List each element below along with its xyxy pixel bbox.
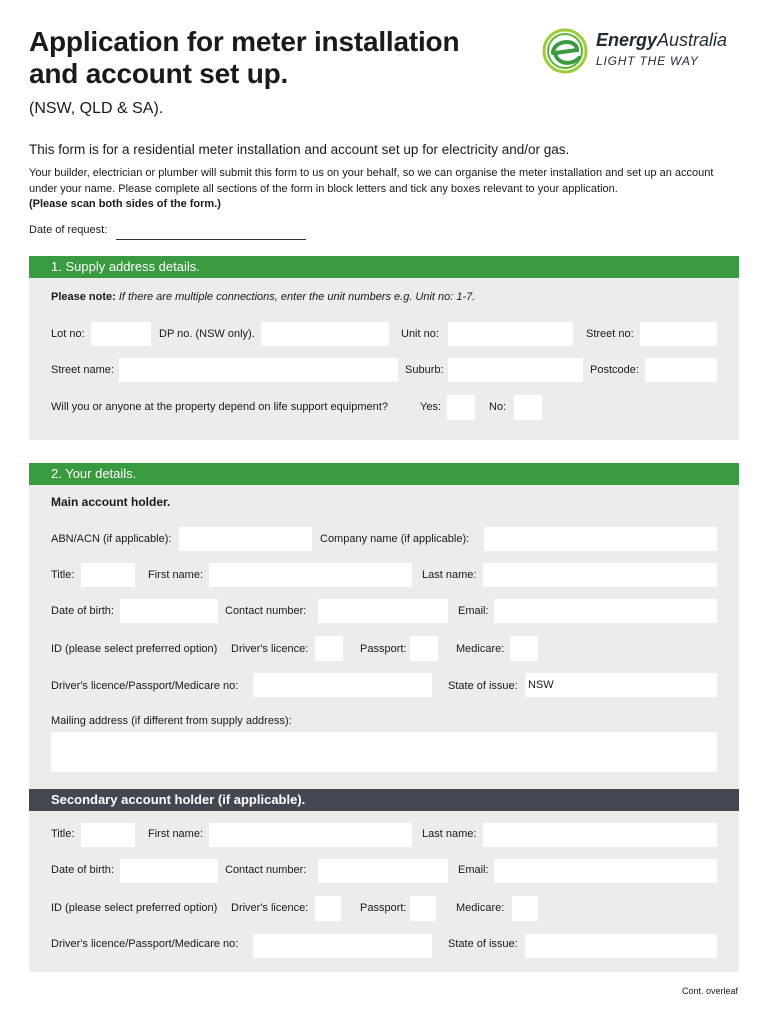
- secondary-passport-label: Passport:: [360, 902, 407, 914]
- continued-overleaf-note: Cont. overleaf: [681, 986, 738, 996]
- page-title: [29, 26, 459, 90]
- abn-field[interactable]: [179, 527, 312, 551]
- logo-e-icon: [541, 26, 591, 76]
- mailing-address-label: Mailing address (if different from supply address):: [51, 715, 292, 727]
- secondary-dob-label: Date of birth:: [51, 864, 114, 876]
- state-of-issue-field[interactable]: NSW: [525, 673, 717, 697]
- intro-lead: This form is for a residential meter installation and account set up for electricity and/or gas.: [29, 142, 570, 157]
- lot-no-field[interactable]: [91, 322, 151, 346]
- life-support-label: Will you or anyone at the property depend on life support equipment?: [51, 401, 388, 413]
- section2-heading: 2. Your details.: [29, 463, 739, 485]
- date-of-request-label: Date of request:: [29, 224, 108, 236]
- suburb-field[interactable]: [448, 358, 583, 382]
- life-support-yes-checkbox[interactable]: [447, 395, 475, 420]
- life-support-no-checkbox[interactable]: [514, 395, 542, 420]
- secondary-id-option-label: ID (please select preferred option): [51, 902, 218, 914]
- main-account-holder-heading: Main account holder.: [51, 495, 171, 509]
- supply-note: Please note: If there are multiple connections, enter the unit numbers e.g. Unit no: 1-7.: [51, 291, 476, 303]
- section1-heading: 1. Supply address details.: [29, 256, 739, 278]
- logo-tagline: LIGHT THE WAY: [596, 54, 699, 68]
- secondary-last-name-field[interactable]: [483, 823, 717, 847]
- company-name-field[interactable]: [484, 527, 717, 551]
- title-field[interactable]: [81, 563, 135, 587]
- street-no-label: Street no:: [586, 328, 634, 340]
- date-of-request-field[interactable]: [116, 239, 306, 240]
- secondary-title-field[interactable]: [81, 823, 135, 847]
- secondary-medicare-label: Medicare:: [456, 902, 505, 914]
- lot-no-label: Lot no:: [51, 328, 85, 340]
- title-label: Title:: [51, 569, 75, 581]
- life-support-yes-label: Yes:: [420, 401, 442, 413]
- secondary-drivers-licence-checkbox[interactable]: [315, 896, 341, 921]
- secondary-first-name-label: First name:: [148, 828, 204, 840]
- secondary-state-of-issue-field[interactable]: [525, 934, 717, 958]
- title-line-1: Application for meter installation: [29, 26, 460, 57]
- suburb-label: Suburb:: [405, 364, 444, 376]
- title-line-2: and account set up.: [29, 58, 289, 89]
- street-name-field[interactable]: [119, 358, 398, 382]
- abn-label: ABN/ACN (if applicable):: [51, 533, 172, 545]
- secondary-id-number-label: Driver's licence/Passport/Medicare no:: [51, 938, 239, 950]
- passport-label: Passport:: [360, 643, 407, 655]
- page-subtitle: (NSW, QLD & SA).: [29, 100, 164, 117]
- secondary-contact-number-label: Contact number:: [225, 864, 307, 876]
- dob-label: Date of birth:: [51, 605, 114, 617]
- first-name-label: First name:: [148, 569, 204, 581]
- street-no-field[interactable]: [640, 322, 717, 346]
- secondary-dob-field[interactable]: [120, 859, 218, 883]
- secondary-first-name-field[interactable]: [209, 823, 412, 847]
- dp-no-field[interactable]: [261, 322, 389, 346]
- contact-number-field[interactable]: [318, 599, 448, 623]
- passport-checkbox[interactable]: [410, 636, 438, 661]
- medicare-label: Medicare:: [456, 643, 505, 655]
- drivers-licence-label: Driver's licence:: [231, 643, 309, 655]
- last-name-label: Last name:: [422, 569, 477, 581]
- state-of-issue-label: State of issue:: [448, 680, 518, 692]
- id-number-field[interactable]: [253, 673, 432, 697]
- secondary-email-label: Email:: [458, 864, 489, 876]
- secondary-contact-number-field[interactable]: [318, 859, 448, 883]
- mailing-address-field[interactable]: [51, 732, 717, 772]
- postcode-label: Postcode:: [590, 364, 639, 376]
- secondary-heading: Secondary account holder (if applicable).: [29, 789, 739, 811]
- logo-brand: EnergyAustralia: [596, 30, 728, 50]
- last-name-field[interactable]: [483, 563, 717, 587]
- intro-body: Your builder, electrician or plumber will submit this form to us on your behalf, so we can organise the meter installation and set up an account under your name. Please complete all sections of the form in block letters and tick any boxes relevant to your application.: [29, 167, 714, 195]
- secondary-email-field[interactable]: [494, 859, 717, 883]
- first-name-field[interactable]: [209, 563, 412, 587]
- life-support-no-label: No:: [489, 401, 507, 413]
- secondary-drivers-licence-label: Driver's licence:: [231, 902, 309, 914]
- secondary-title-label: Title:: [51, 828, 75, 840]
- secondary-id-number-field[interactable]: [253, 934, 432, 958]
- secondary-medicare-checkbox[interactable]: [512, 896, 538, 921]
- intro-scan-note: (Please scan both sides of the form.): [29, 198, 221, 210]
- contact-number-label: Contact number:: [225, 605, 307, 617]
- id-option-label: ID (please select preferred option): [51, 643, 218, 655]
- dp-no-label: DP no. (NSW only).: [159, 328, 255, 340]
- secondary-state-of-issue-label: State of issue:: [448, 938, 518, 950]
- drivers-licence-checkbox[interactable]: [315, 636, 343, 661]
- street-name-label: Street name:: [51, 364, 114, 376]
- id-number-label: Driver's licence/Passport/Medicare no:: [51, 680, 239, 692]
- energyaustralia-logo: [541, 26, 751, 76]
- email-label: Email:: [458, 605, 489, 617]
- medicare-checkbox[interactable]: [510, 636, 538, 661]
- postcode-field[interactable]: [645, 358, 717, 382]
- unit-no-label: Unit no:: [401, 328, 439, 340]
- dob-field[interactable]: [120, 599, 218, 623]
- company-name-label: Company name (if applicable):: [320, 533, 470, 545]
- email-field[interactable]: [494, 599, 717, 623]
- secondary-passport-checkbox[interactable]: [410, 896, 436, 921]
- unit-no-field[interactable]: [448, 322, 573, 346]
- secondary-last-name-label: Last name:: [422, 828, 477, 840]
